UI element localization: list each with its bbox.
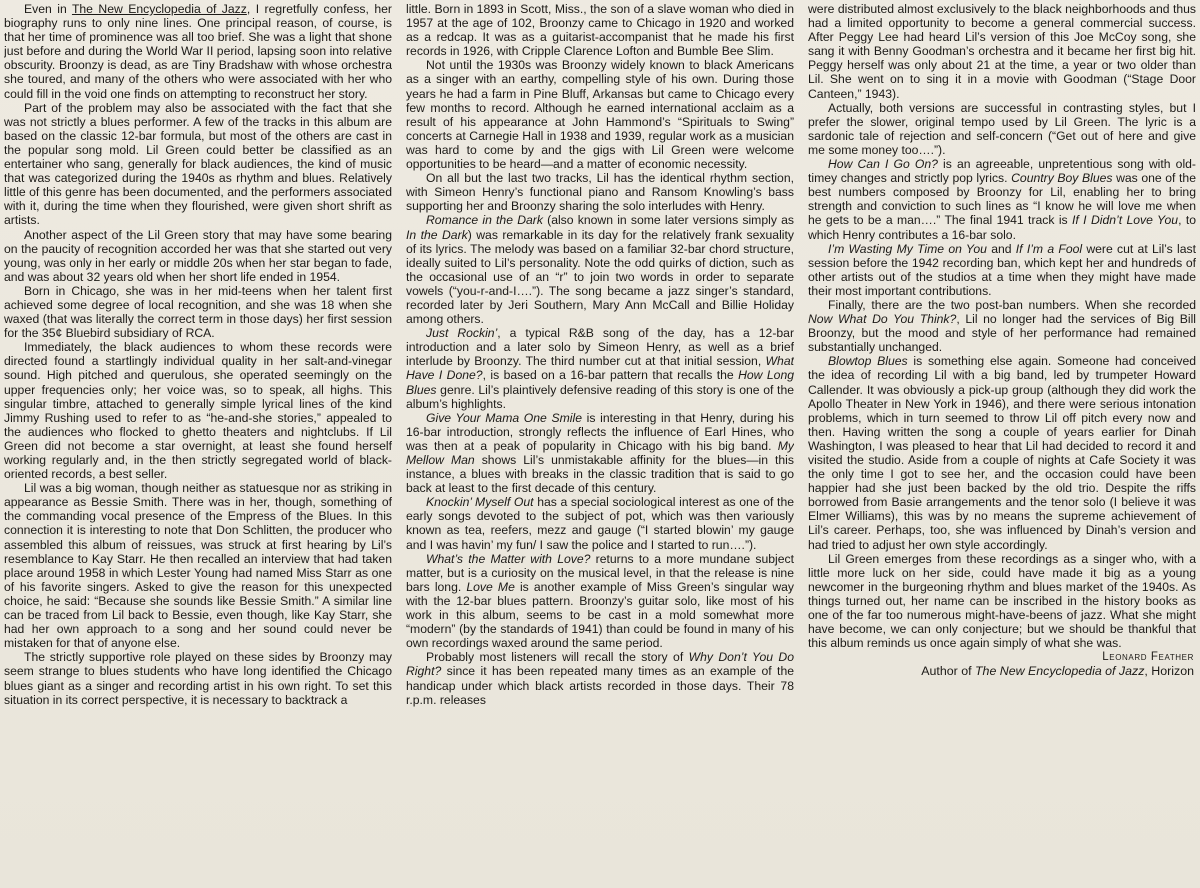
- paragraph: The strictly supportive role played on these sides by Broonzy may seem strange to blues students who have long identified the Chicago blues giant as a singer and recording artist in his own right. To set this situation in its correct perspective, it is necessary to backtrack a: [4, 650, 392, 707]
- song-title: Why Don’t You Do Right?: [406, 650, 794, 679]
- paragraph: Not until the 1930s was Broonzy widely known to black Americans as a singer with an earthy, compelling style of his own. During those years he had a farm in Pine Bluff, Arkansas but came to Chicago every few months to record. Although he earned international acclaim as a result of his appearance at John Hammond’s “Spirituals to Swing” concerts at Carnegie Hall in 1938 and 1939, regular work as a musician was hard to come by and the gigs with Lil Green were welcome opportunities to be heard—and a matter of economic necessity.: [406, 58, 794, 172]
- paragraph: Another aspect of the Lil Green story that may have some bearing on the paucity of recognition accorded her was that she started out very young, was only in her early or middle 20s when her star began to fade, and was about 32 years old when her short life ended in 1954.: [4, 227, 392, 284]
- song-title: Country Boy Blues: [1011, 171, 1113, 186]
- paragraph: Romance in the Dark (also known in some later versions simply as In the Dark) was remarkable in its day for the relatively frank sexuality of its lyrics. The melody was based on a familiar 32-bar chord structure, ideally suited to Lil’s personality. Note the odd quirks of diction, such as the occasional use of an “r” to join two words in order to separate vowels (“you-r-and-I….”). The song became a jazz singer’s standard, recorded later by Jeri Southern, Mary Ann McCall and Billie Holiday among others.: [406, 213, 794, 327]
- song-title: Blowtop Blues: [828, 354, 908, 369]
- article-columns: [4, 2, 1196, 888]
- book-title: The New Encyclopedia of Jazz: [974, 664, 1145, 679]
- paragraph: How Can I Go On? is an agreeable, unpretentious song with old-timey changes and strictly pop lyrics. Country Boy Blues was one of the best numbers composed by Broonzy for Lil, enabling her to bring strength and conviction to such lines as “I know he will love me when he gets to be a man….” The final 1941 track is If I Didn’t Love You, to which Henry contributes a 16-bar solo.: [808, 157, 1196, 242]
- paragraph: Give Your Mama One Smile is interesting in that Henry, during his 16-bar introduction, strongly reflects the influence of Earl Hines, who was then at a peak of popularity in Chicago with his big band. My Mellow Man shows Lil’s unmistakable affinity for the blues—in this instance, a blues with breaks in the classic tradition that is said to go back at least to the first decade of this century.: [406, 410, 794, 496]
- paragraph: Even in The New Encyclopedia of Jazz, I regretfully confess, her biography runs to only nine lines. One principal reason, of course, is that her time of prominence was all too brief. She was a light that shone just before and during the World War II period, lapsing soon into relative obscurity. Broonzy is dead, as are Tiny Bradshaw with whose orchestra she toured, and many of the others who were associated with her who could fill in the void one finds on attempting to reconstruct her story.: [4, 2, 392, 101]
- paragraph: On all but the last two tracks, Lil has the identical rhythm section, with Simeon Henry’s functional piano and Ransom Knowling’s bass supporting her and Broonzy sharing the solo interludes with Henry.: [406, 171, 794, 214]
- song-title: In the Dark: [406, 227, 468, 242]
- paragraph: Knockin’ Myself Out has a special sociological interest as one of the early songs devoted to the subject of pot, which was then variously known as tea, reefers, mezz and gauge (“I started blowin’ my gauge and I was havin’ my fun/ I saw the police and I started to run….”).: [406, 495, 794, 552]
- paragraph: Just Rockin’, a typical R&B song of the day, has a 12-bar introduction and a later solo by Simeon Henry, as well as a brief interlude by Broonzy. The third number cut at that initial session, What Have I Done?, is based on a 16-bar pattern that recalls the How Long Blues genre. Lil’s plaintively defensive reading of this story is one of the album’s highlights.: [406, 326, 794, 411]
- song-title: How Long Blues: [406, 368, 794, 397]
- paragraph: were distributed almost exclusively to the black neighborhoods and thus had a limited opportunity to become a general commercial success. After Peggy Lee had heard Lil’s version of this Joe McCoy song, she sang it with Benny Goodman’s orchestra and it became her first big hit. Peggy herself was only about 21 at the time, a year or two older than Lil. She went on to sing it in a movie with Goodman (“Stage Door Canteen,” 1943).: [808, 2, 1196, 101]
- song-title: If I Didn’t Love You: [1072, 213, 1179, 228]
- song-title: What Have I Done?: [406, 354, 794, 383]
- song-title: Just Rockin’: [426, 326, 498, 341]
- column-3: [808, 2, 1196, 888]
- song-title: Love Me: [466, 579, 515, 594]
- author-signature: [808, 650, 1196, 678]
- song-title: How Can I Go On?: [828, 157, 938, 172]
- song-title: Now What Do You Think?: [808, 312, 957, 327]
- song-title: Romance in the Dark: [426, 213, 543, 228]
- song-title: Knockin’ Myself Out: [426, 495, 534, 510]
- author-credit: Author of The New Encyclopedia of Jazz, Horizon: [921, 664, 1194, 679]
- song-title: What’s the Matter with Love?: [426, 551, 591, 566]
- column-2: [406, 2, 794, 888]
- paragraph: Probably most listeners will recall the story of Why Don’t You Do Right? since it has been repeated many times as an example of the handicap under which black artists recorded in those days. Their 78 r.p.m. releases: [406, 650, 794, 707]
- paragraph: I’m Wasting My Time on You and If I’m a Fool were cut at Lil’s last session before the 1942 recording ban, which kept her and hundreds of other artists out of the studios at a time when they might have made their most important contributions.: [808, 241, 1196, 298]
- paragraph: little. Born in 1893 in Scott, Miss., the son of a slave woman who died in 1957 at the age of 102, Broonzy came to Chicago in 1920 and worked as a redcap. It was as a guitarist-accompanist that he made his first records in 1926, with Cripple Clarence Lofton and Bumble Bee Slim.: [406, 2, 794, 59]
- author-name: Leonard Feather: [1102, 651, 1194, 664]
- paragraph: Blowtop Blues is something else again. Someone had conceived the idea of recording Lil with a big band, led by trumpeter Howard Callender. It was obviously a pick-up group (although they did work the Apollo Theater in New York in 1946), and there were serious intonation problems, which in turn seemed to throw Lil off pitch every now and then. Having written the song a couple of years earlier for Dinah Washington, I was pleased to hear that Lil had decided to record it and visited the studio. Aside from a couple of nights at Cafe Society it was the only time I got to see her, and the occasion could have been happier had she just been backed by the old trio. Despite the riffs borrowed from Basie arrangements and the tenor solo (I believe it was Elmer Williams), this was by no means the supreme achievement of Lil’s career. Perhaps, too, she was influenced by Dinah’s version and had tried to adjust her own style accordingly.: [808, 354, 1196, 552]
- paragraph: Lil was a big woman, though neither as statuesque nor as striking in appearance as Bessie Smith. There was in her, though, something of the commanding vocal presence of the Empress of the Blues. In this connection it is interesting to note that Don Schlitten, the producer who assembled this album of reissues, was struck at first hearing by Lil’s resemblance to Kay Starr. He then recalled an interview that had taken place around 1958 in which Lester Young had named Miss Starr as one of his favorite singers. Asked to give the reason for this unexpected choice, he said: “Because she sounds like Bessie Smith.” A similar line can be traced from Lil back to Bessie, even though, like Kay Starr, she had her own approach to a song and her sound could never be mistaken for that of anyone else.: [4, 481, 392, 651]
- paragraph: Born in Chicago, she was in her mid-teens when her talent first achieved some degree of local recognition, and she was 18 when she waxed (that was literally the correct term in those days) her first session for the 35¢ Bluebird subsidiary of RCA.: [4, 283, 392, 341]
- song-title: If I’m a Fool: [1015, 241, 1083, 256]
- paragraph: Part of the problem may also be associated with the fact that she was not strictly a blues performer. A few of the tracks in this album are based on the classic 12-bar formula, but most of the others are cast in the popular song mold. Lil Green could better be classified as an entertainer who sang, generally for black audiences, the kind of music that was categorized during the 1940s as rhythm and blues. Relatively little of this genre has been documented, and the performers associated with it, during the time when they flourished, were given short shrift as artists.: [4, 100, 392, 228]
- song-title: Give Your Mama One Smile: [426, 410, 582, 425]
- paragraph: Finally, there are the two post-ban numbers. When she recorded Now What Do You Think?, Lil no longer had the services of Big Bill Broonzy, but the mood and style of her performance had remained substantially unchanged.: [808, 297, 1196, 355]
- paragraph: Lil Green emerges from these recordings as a singer who, with a little more luck on her side, could have made it big as a young newcomer in the burgeoning rhythm and blues market of the 1940s. As things turned out, her name can be inscribed in the history books as one of the far too numerous might-have-beens of jazz. What she might have become, we can only conjecture; but we should be thankful that this album reminds us once again simply of what she was.: [808, 551, 1196, 651]
- song-title: I’m Wasting My Time on You: [828, 241, 987, 256]
- paragraph: What’s the Matter with Love? returns to a more mundane subject matter, but is a curiosity on the musical level, in that the release is nine bars long. Love Me is another example of Miss Green’s singular way with the 12-bar blues pattern. Broonzy’s guitar solo, like most of his work in this album, seems to be cast in a mold somewhat more “modern” (by the standards of 1941) than could be found in many of his own recordings waxed around the same period.: [406, 551, 794, 651]
- song-title: My Mellow Man: [406, 438, 794, 467]
- book-title-link: The New Encyclopedia of Jazz: [71, 2, 247, 16]
- column-1: [4, 2, 392, 888]
- paragraph: Actually, both versions are successful in contrasting styles, but I prefer the slower, original tempo used by Lil Green. The lyric is a sardonic tale of rejection and self-concern (“Get out of here and give me some money too….”).: [808, 100, 1196, 157]
- paragraph: Immediately, the black audiences to whom these records were directed found a startlingly individual quality in her salt-and-vinegar sound. High pitched and querulous, she operated seemingly on the upper frequencies only; her voice was, so to speak, all highs. This singular timbre, attached to generally simple lyrical lines of the kind Jimmy Rushing used to refer to as “he-and-she stories,” appealed to the audiences who flocked to ghetto theaters and nightclubs. If Lil Green did not become a star overnight, at least she found herself working regularly and, in the then strictly segregated world of black-oriented records, a best seller.: [4, 340, 392, 482]
